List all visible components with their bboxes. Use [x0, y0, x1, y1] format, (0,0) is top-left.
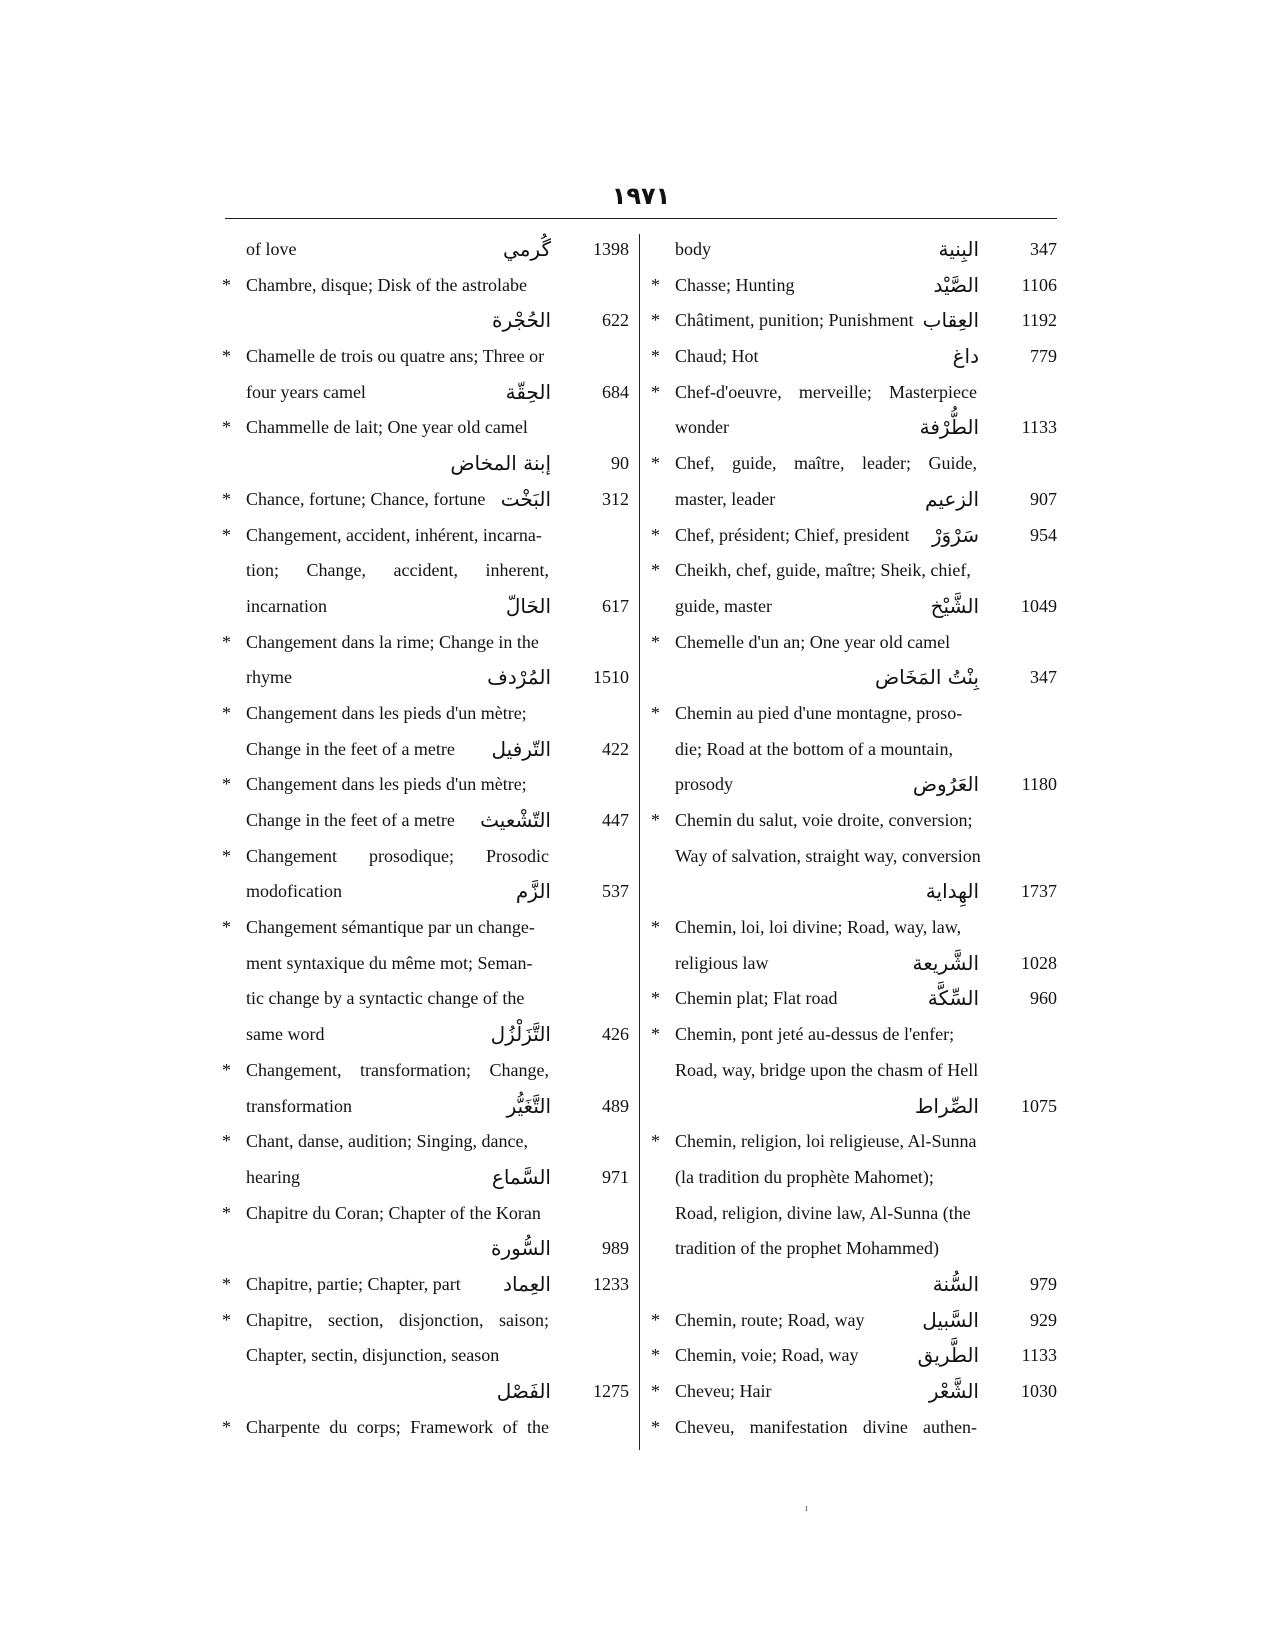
entry-arabic-term: الهِداية — [925, 879, 979, 904]
entry-arabic-term: التَّزَلْزُل — [490, 1022, 551, 1047]
entry-star: * — [651, 1381, 660, 1401]
entry-text: Chapter, sectin, disjunction, season — [246, 1345, 500, 1366]
entry-line — [222, 410, 629, 446]
entry-arabic-term: السُّورة — [491, 1236, 551, 1261]
entry-line — [651, 874, 1057, 910]
entry-text: Changement dans les pieds d'un mètre; — [246, 774, 527, 795]
entry-line — [222, 767, 629, 803]
entry-line — [222, 1124, 629, 1160]
entry-star: * — [222, 1309, 231, 1330]
entry-line — [222, 696, 629, 732]
entry-arabic-term: السُّنة — [932, 1271, 979, 1296]
entry-page-number: 929 — [1030, 1309, 1057, 1330]
entry-page-number: 1180 — [1021, 774, 1057, 795]
entry-page-number: 622 — [602, 310, 629, 331]
entry-page-number: 684 — [602, 381, 629, 402]
entry-arabic-term: العِقاب — [922, 308, 979, 333]
column-divider — [639, 234, 640, 1450]
entry-page-number: 1133 — [1021, 1345, 1057, 1366]
entry-line — [222, 803, 629, 839]
entry-text: hearing — [246, 1166, 300, 1187]
entry-arabic-term: الطَّريق — [917, 1343, 979, 1368]
entry-line — [651, 732, 1057, 768]
entry-line — [222, 1017, 629, 1053]
entry-text: Changement sémantique par un change- — [246, 917, 535, 938]
entry-arabic-term: التَّغَيُّر — [506, 1093, 551, 1118]
entry-text: master, leader — [675, 488, 776, 509]
entry-star: * — [222, 1416, 231, 1437]
header-rule — [225, 218, 1057, 219]
entry-page-number: 426 — [602, 1024, 629, 1045]
entry-line — [222, 1196, 629, 1232]
entry-line — [222, 553, 629, 589]
entry-star: * — [651, 810, 660, 830]
entry-line — [222, 625, 629, 661]
entry-line — [651, 1231, 1057, 1267]
entry-line — [651, 803, 1057, 839]
entry-text: Chapitre, partie; Chapter, part — [246, 1273, 461, 1294]
entry-text: Chance, fortune; Chance, fortune — [246, 488, 486, 509]
entry-line — [651, 1124, 1057, 1160]
entry-arabic-term: التّرفيل — [491, 736, 551, 761]
entry-star: * — [651, 988, 660, 1009]
entry-text: transformation — [246, 1095, 352, 1116]
entry-arabic-term: التّشْعيث — [480, 808, 551, 832]
entry-line — [651, 1196, 1057, 1232]
entry-line — [651, 1267, 1057, 1303]
entry-star: * — [222, 524, 231, 545]
entry-text: tion; Change, accident, inherent, — [246, 560, 549, 581]
entry-star: * — [651, 524, 660, 545]
entry-line — [651, 1160, 1057, 1196]
entry-line — [651, 1410, 1057, 1446]
entry-page-number: 1049 — [1021, 595, 1057, 616]
entry-text: Chammelle de lait; One year old camel — [246, 417, 528, 438]
entry-line — [651, 1089, 1057, 1125]
entry-text: same word — [246, 1024, 325, 1045]
entry-arabic-term: گُرمي — [503, 237, 551, 261]
entry-text: tic change by a syntactic change of the — [246, 988, 525, 1009]
entry-text: wonder — [675, 417, 729, 438]
entry-arabic-term: البَخْت — [500, 486, 551, 511]
entry-star: * — [651, 560, 660, 581]
entry-text: religious law — [675, 952, 769, 973]
entry-page-number: 1030 — [1021, 1381, 1057, 1401]
entry-text: Chef, président; Chief, president — [675, 524, 910, 545]
entry-arabic-term: سَرْوَرْ — [931, 522, 979, 547]
entry-star: * — [222, 631, 231, 652]
entry-text: four years camel — [246, 381, 366, 402]
entry-arabic-term: الحُجْرة — [492, 308, 551, 333]
entry-text: Chef, guide, maître, leader; Guide, — [675, 453, 977, 474]
entry-star: * — [651, 346, 660, 367]
entry-text: Châtiment, punition; Punishment — [675, 310, 914, 331]
entry-line — [222, 1089, 629, 1125]
entry-line — [651, 767, 1057, 803]
entry-line — [651, 910, 1057, 946]
entry-text: prosody — [675, 774, 733, 795]
right-column — [651, 232, 1057, 1445]
entry-arabic-term: الصِّراط — [914, 1093, 979, 1118]
entry-text: (la tradition du prophète Mahomet); — [675, 1166, 934, 1187]
entry-page-number: 1275 — [593, 1381, 629, 1401]
entry-text: Chemin, route; Road, way — [675, 1309, 865, 1330]
entry-line — [222, 1053, 629, 1089]
entry-text: Chef-d'oeuvre, merveille; Masterpiece — [675, 381, 977, 402]
entry-page-number: 907 — [1030, 488, 1057, 509]
entry-arabic-term: إبنة المخاض — [450, 451, 551, 476]
entry-text: guide, master — [675, 595, 772, 616]
entry-arabic-term: الحَالّ — [505, 593, 551, 618]
entry-arabic-term: البِنية — [938, 237, 979, 261]
entry-line — [651, 981, 1057, 1017]
entry-star: * — [651, 1309, 660, 1330]
entry-line — [651, 482, 1057, 518]
entry-line — [222, 1231, 629, 1267]
entry-text: Chamelle de trois ou quatre ans; Three or — [246, 346, 545, 367]
entry-text: Cheveu; Hair — [675, 1381, 772, 1401]
entry-arabic-term: السَّبيل — [922, 1307, 979, 1332]
entry-star: * — [651, 917, 660, 938]
entry-line — [222, 839, 629, 875]
entry-line — [651, 339, 1057, 375]
entry-star: * — [651, 1024, 660, 1045]
entry-line — [222, 910, 629, 946]
entry-line — [222, 946, 629, 982]
left-column — [222, 232, 629, 1445]
entry-star: * — [651, 453, 660, 474]
entry-line — [222, 981, 629, 1017]
entry-line — [651, 589, 1057, 625]
entry-text: Chapitre du Coran; Chapter of the Koran — [246, 1202, 541, 1223]
entry-line — [651, 518, 1057, 554]
entry-line — [222, 660, 629, 696]
entry-line — [222, 482, 629, 518]
entry-star: * — [222, 702, 231, 723]
entry-text: Chemin, pont jeté au-dessus de l'enfer; — [675, 1024, 955, 1045]
entry-text: Changement, transformation; Change, — [246, 1059, 549, 1080]
entry-line — [651, 946, 1057, 982]
entry-star: * — [222, 1131, 231, 1152]
entry-arabic-term: الحِقّة — [505, 379, 551, 404]
entry-line — [222, 1160, 629, 1196]
entry-page-number: 1398 — [593, 239, 629, 259]
page-number-header: ١٩٧١ — [611, 182, 671, 210]
entry-text: Chapitre, section, disjonction, saison; — [246, 1309, 549, 1330]
entry-text: Chant, danse, audition; Singing, dance, — [246, 1131, 528, 1152]
entry-text: ment syntaxique du même mot; Seman- — [246, 952, 533, 973]
entry-line — [651, 410, 1057, 446]
entry-page-number: 960 — [1030, 988, 1057, 1009]
entry-page-number: 1075 — [1021, 1095, 1057, 1116]
entry-star: * — [651, 1416, 660, 1437]
entry-line — [222, 732, 629, 768]
entry-text: Change in the feet of a metre — [246, 810, 455, 830]
entry-text: Chemin, loi, loi divine; Road, way, law, — [675, 917, 962, 938]
entry-text: Chemin, religion, loi religieuse, Al-Sunna — [675, 1131, 977, 1152]
entry-page-number: 447 — [602, 810, 629, 830]
entry-arabic-term: الصَّيْد — [933, 272, 979, 297]
entry-page-number: 347 — [1030, 667, 1057, 688]
entry-line — [651, 660, 1057, 696]
entry-page-number: 989 — [602, 1238, 629, 1259]
entry-line — [651, 232, 1057, 268]
entry-arabic-term: الشَّعْر — [928, 1379, 979, 1403]
entry-page-number: 312 — [602, 488, 629, 509]
entry-page-number: 1510 — [593, 667, 629, 688]
entry-line — [651, 553, 1057, 589]
entry-text: body — [675, 239, 711, 259]
entry-star: * — [222, 1202, 231, 1223]
entry-page-number: 617 — [602, 595, 629, 616]
entry-arabic-term: العِماد — [503, 1271, 551, 1296]
entry-arabic-term: السَّماع — [491, 1164, 551, 1189]
entry-page-number: 347 — [1030, 239, 1057, 259]
entry-text: Changement prosodique; Prosodic — [246, 845, 549, 866]
entry-line — [651, 1374, 1057, 1410]
entry-line — [222, 1338, 629, 1374]
entry-star: * — [651, 274, 660, 295]
entry-line — [651, 446, 1057, 482]
entry-page-number: 1028 — [1021, 952, 1057, 973]
entry-arabic-term: الشَّيْخ — [930, 593, 979, 618]
entry-star: * — [651, 1345, 660, 1366]
entry-page-number: 1192 — [1021, 310, 1057, 331]
entry-line — [222, 375, 629, 411]
entry-line — [651, 1017, 1057, 1053]
entry-line — [651, 839, 1057, 875]
entry-star: * — [651, 310, 660, 331]
entry-text: Road, religion, divine law, Al-Sunna (the — [675, 1202, 971, 1223]
entry-line — [651, 303, 1057, 339]
entry-text: Chemin, voie; Road, way — [675, 1345, 859, 1366]
entry-text: tradition of the prophet Mohammed) — [675, 1238, 939, 1259]
entry-line — [222, 1374, 629, 1410]
entry-text: Cheikh, chef, guide, maître; Sheik, chief, — [675, 560, 971, 581]
entry-page-number: 1737 — [1021, 881, 1057, 902]
entry-text: die; Road at the bottom of a mountain, — [675, 738, 953, 759]
entry-line — [651, 1053, 1057, 1089]
entry-line — [222, 874, 629, 910]
entry-star: * — [651, 381, 660, 402]
entry-arabic-term: العَرُوض — [912, 772, 979, 797]
entry-line — [651, 1338, 1057, 1374]
entry-page-number: 537 — [602, 881, 629, 902]
entry-line — [651, 268, 1057, 304]
entry-line — [222, 232, 629, 268]
entry-star: * — [651, 1131, 660, 1152]
entry-page-number: 422 — [602, 738, 629, 759]
entry-text: Chemin du salut, voie droite, conversion; — [675, 810, 973, 830]
entry-page-number: 1233 — [593, 1273, 629, 1294]
entry-text: of love — [246, 239, 297, 259]
entry-page-number: 971 — [602, 1166, 629, 1187]
entry-page-number: 954 — [1030, 524, 1057, 545]
entry-arabic-term: داغ — [952, 344, 979, 369]
entry-page-number: 489 — [602, 1095, 629, 1116]
entry-line — [651, 1303, 1057, 1339]
entry-line — [222, 339, 629, 375]
entry-star: * — [222, 1059, 231, 1080]
entry-text: Chemelle d'un an; One year old camel — [675, 631, 951, 652]
entry-line — [222, 1267, 629, 1303]
entry-star: * — [222, 1273, 231, 1294]
entry-line — [222, 1410, 629, 1446]
entry-arabic-term: الشَّريعة — [912, 950, 979, 975]
entry-line — [651, 625, 1057, 661]
entry-star: * — [222, 774, 231, 795]
entry-text: Way of salvation, straight way, conversion — [675, 845, 981, 866]
entry-line — [222, 1303, 629, 1339]
entry-star: * — [222, 845, 231, 866]
entry-page-number: 979 — [1030, 1273, 1057, 1294]
entry-arabic-term: الزَّم — [515, 879, 551, 904]
entry-star: * — [222, 274, 231, 295]
entry-line — [222, 446, 629, 482]
entry-text: Chemin au pied d'une montagne, proso- — [675, 702, 963, 723]
entry-arabic-term: المُرْدف — [487, 665, 551, 690]
entry-star: * — [222, 488, 231, 509]
entry-text: Cheveu, manifestation divine authen- — [675, 1416, 977, 1437]
entry-text: Chambre, disque; Disk of the astrolabe — [246, 274, 527, 295]
entry-line — [651, 696, 1057, 732]
entry-arabic-term: السِّكَّة — [927, 986, 979, 1011]
entry-text: Changement dans la rime; Change in the — [246, 631, 539, 652]
entry-text: Road, way, bridge upon the chasm of Hell — [675, 1059, 979, 1080]
entry-page-number: 1133 — [1021, 417, 1057, 438]
entry-star: * — [651, 631, 660, 652]
entry-text: modofication — [246, 881, 342, 902]
entry-arabic-term: الفَصْل — [496, 1379, 551, 1403]
entry-page-number: 1106 — [1021, 274, 1057, 295]
entry-arabic-term: بِنْتُ المَخَاض — [875, 665, 979, 690]
entry-text: Changement dans les pieds d'un mètre; — [246, 702, 527, 723]
entry-line — [222, 518, 629, 554]
entry-star: * — [222, 346, 231, 367]
entry-page-number: 779 — [1030, 346, 1057, 367]
entry-line — [222, 268, 629, 304]
entry-page-number: 90 — [611, 453, 629, 474]
page-mark: ı — [805, 1503, 808, 1514]
entry-line — [222, 589, 629, 625]
entry-text: Changement, accident, inhérent, incarna- — [246, 524, 542, 545]
entry-text: Change in the feet of a metre — [246, 738, 455, 759]
entry-text: Chemin plat; Flat road — [675, 988, 838, 1009]
entry-text: Chaud; Hot — [675, 346, 759, 367]
entry-line — [222, 303, 629, 339]
entry-text: rhyme — [246, 667, 292, 688]
entry-star: * — [222, 417, 231, 438]
entry-text: Chasse; Hunting — [675, 274, 795, 295]
entry-line — [651, 375, 1057, 411]
entry-arabic-term: الطُّرْفة — [919, 415, 979, 440]
entry-star: * — [222, 917, 231, 938]
entry-text: incarnation — [246, 595, 327, 616]
entry-text: Charpente du corps; Framework of the — [246, 1416, 549, 1437]
entry-arabic-term: الزعيم — [925, 486, 979, 511]
entry-star: * — [651, 702, 660, 723]
